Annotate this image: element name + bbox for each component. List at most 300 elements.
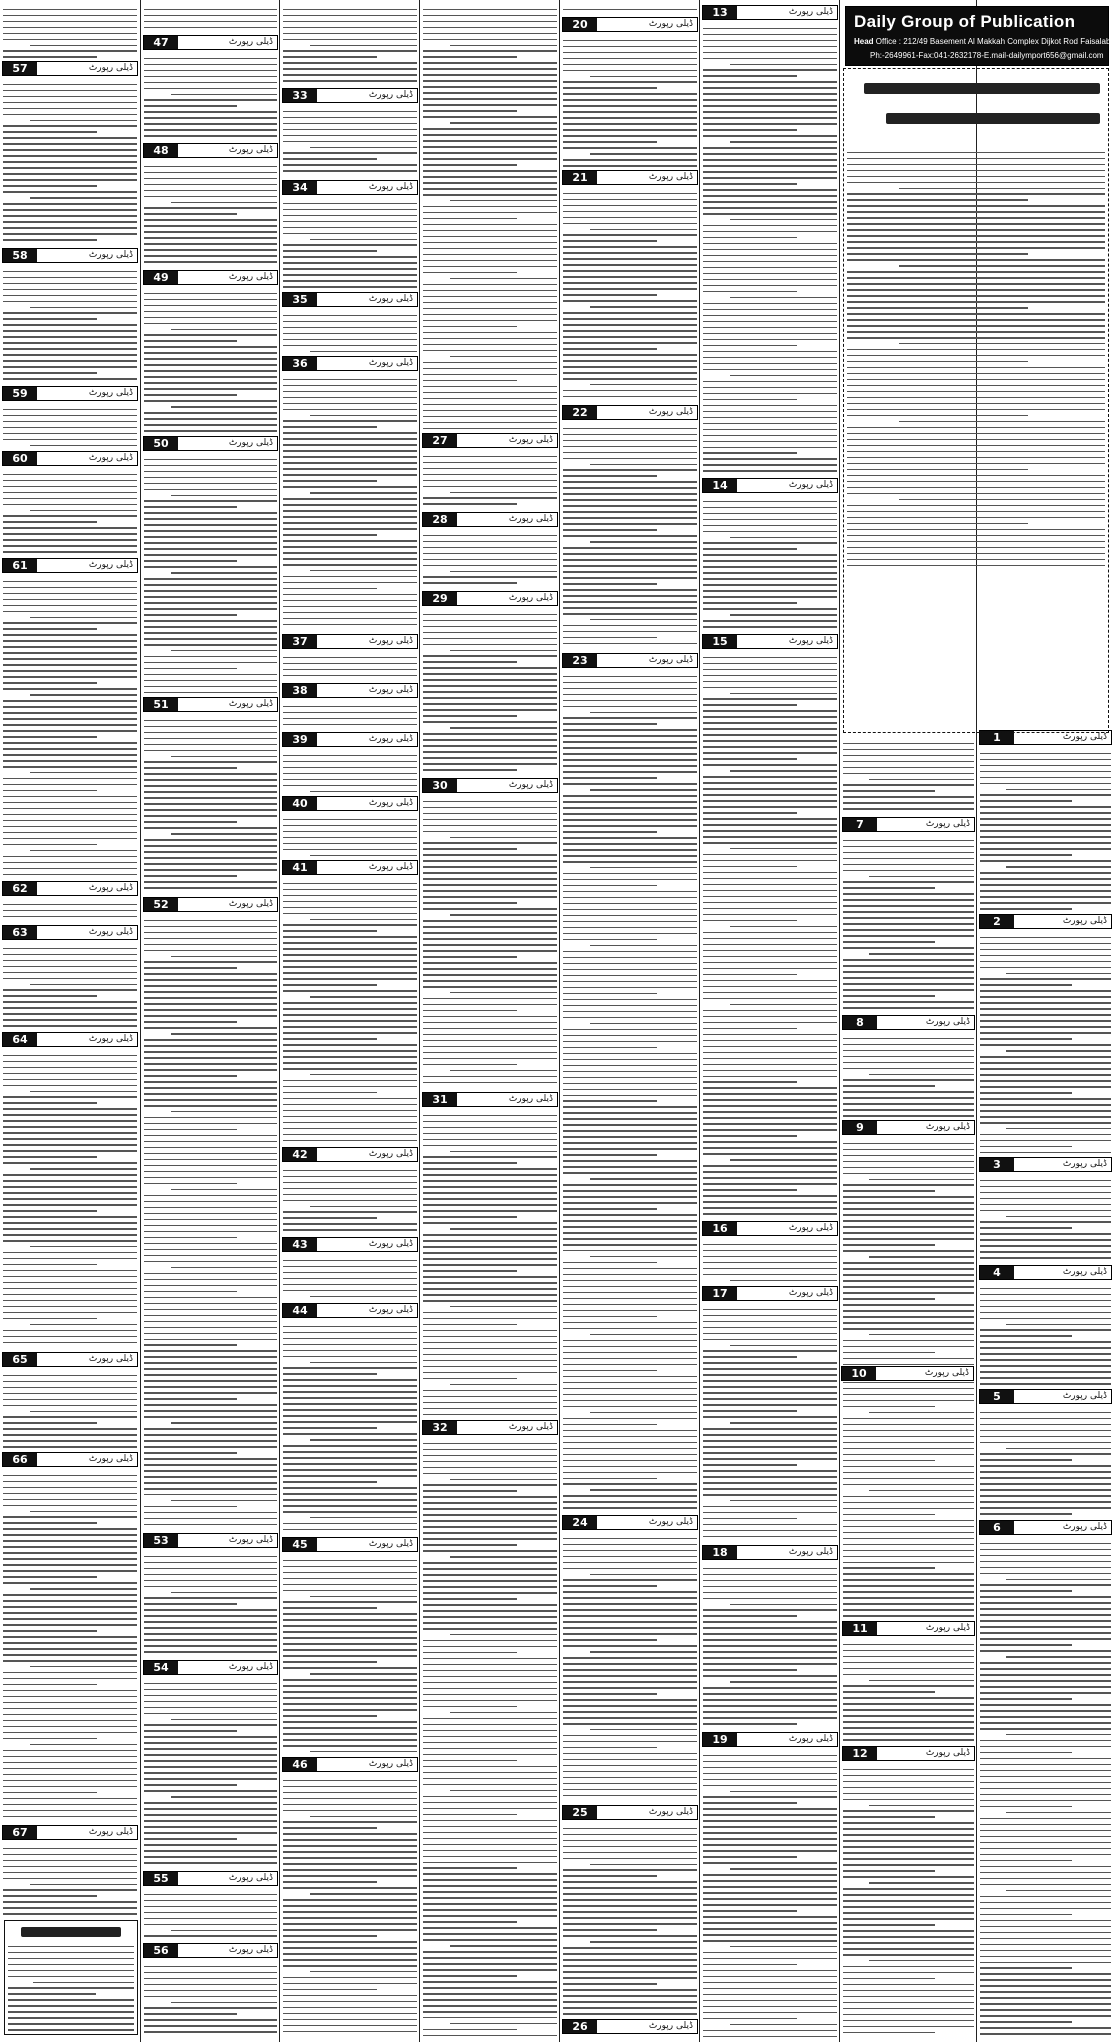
text-line [703, 237, 797, 238]
news-tag-number: 29 [423, 592, 457, 605]
text-line [843, 840, 974, 841]
text-line [703, 1213, 837, 1214]
text-line [423, 1730, 557, 1731]
text-line [423, 320, 557, 321]
text-line [144, 1159, 277, 1160]
text-line [703, 1428, 837, 1429]
text-line [843, 1430, 974, 1431]
text-line [144, 680, 277, 681]
text-line [144, 1832, 277, 1833]
text-line [843, 1068, 974, 1069]
text-line [563, 1142, 697, 1143]
text-line [843, 1822, 974, 1823]
text-line [3, 185, 97, 186]
text-line [423, 1796, 557, 1797]
text-line [980, 984, 1072, 985]
text-line [3, 173, 137, 174]
news-tag-31 [422, 1092, 558, 1107]
text-line [144, 979, 277, 980]
text-line [980, 1973, 1111, 1974]
text-line [843, 1990, 974, 1991]
text-line [847, 391, 1105, 392]
text-line [283, 1170, 417, 1171]
text-line [869, 1805, 974, 1806]
text-line [703, 165, 837, 166]
text-line [843, 1382, 974, 1383]
text-line [980, 1134, 1111, 1135]
text-line [843, 1573, 974, 1574]
text-line [30, 772, 137, 773]
article-text [703, 496, 837, 631]
lead-headline-line-2 [852, 113, 1100, 129]
text-line [3, 1487, 137, 1488]
news-tag-label: ڈیلی رپورٹ [508, 435, 553, 445]
text-line [283, 1619, 417, 1620]
text-line [563, 1699, 697, 1700]
text-line [843, 1810, 974, 1811]
text-line [310, 919, 417, 920]
text-line [703, 1892, 837, 1893]
text-line [423, 308, 557, 309]
text-line [423, 1742, 557, 1743]
text-line [283, 80, 417, 81]
text-line [3, 504, 137, 505]
text-line [423, 1706, 517, 1707]
text-line [843, 1721, 974, 1722]
text-line [730, 1004, 837, 1005]
news-tag-label: ڈیلی رپورٹ [1062, 732, 1107, 742]
text-line [283, 1590, 417, 1591]
text-line [3, 318, 97, 319]
text-line [3, 1300, 137, 1301]
text-line [563, 1905, 697, 1906]
text-line [310, 147, 417, 148]
text-line [423, 2017, 557, 2018]
text-line [563, 1184, 697, 1185]
text-line [703, 1934, 837, 1935]
text-line [3, 415, 137, 416]
text-line [3, 605, 137, 606]
text-line [843, 1115, 974, 1116]
news-tag-label: ڈیلی رپورٹ [88, 453, 133, 463]
text-line [171, 495, 277, 496]
text-line [144, 1996, 277, 1997]
text-line [703, 663, 837, 664]
text-line [563, 933, 697, 934]
text-line [423, 854, 557, 855]
text-line [980, 1104, 1111, 1105]
text-line [703, 69, 837, 70]
news-column-3 [699, 0, 840, 2042]
text-line [703, 980, 837, 981]
text-line [703, 123, 837, 124]
article-text [703, 1750, 837, 2038]
text-line [847, 307, 1028, 308]
text-line [563, 559, 697, 560]
text-line [980, 1944, 1111, 1945]
text-line [423, 1784, 557, 1785]
text-line [563, 1741, 697, 1742]
article-text [423, 1110, 557, 1417]
text-line [144, 1912, 277, 1913]
text-line [144, 1476, 277, 1477]
text-line [171, 1111, 277, 1112]
text-line [423, 1139, 557, 1140]
text-line [703, 740, 837, 741]
text-line [843, 1526, 974, 1527]
text-line [563, 2007, 697, 2008]
text-line [703, 1880, 837, 1881]
text-line [703, 1723, 797, 1724]
text-line [590, 306, 697, 307]
text-line [3, 736, 97, 737]
news-column-8 [0, 0, 140, 2042]
text-line [843, 1972, 974, 1973]
text-line [283, 1983, 417, 1984]
text-line [450, 1945, 557, 1946]
text-line [703, 1910, 797, 1911]
article-text [843, 1033, 974, 1117]
text-line [144, 1844, 277, 1845]
text-line [144, 674, 277, 675]
text-line [3, 1860, 137, 1861]
text-line [563, 1304, 697, 1305]
text-line [703, 147, 837, 148]
news-tag-number: 64 [3, 1033, 37, 1046]
text-line [283, 286, 417, 287]
text-line [563, 511, 697, 512]
text-line [703, 75, 797, 76]
text-line [703, 171, 837, 172]
text-line [144, 1990, 277, 1991]
text-line [3, 1684, 97, 1685]
text-line [423, 212, 557, 213]
text-line [703, 135, 837, 136]
news-tag-label: ڈیلی رپورٹ [788, 1547, 833, 1557]
text-line [847, 481, 1105, 482]
text-line [563, 1268, 697, 1269]
text-line [563, 1507, 697, 1508]
text-line [703, 1064, 837, 1065]
text-line [847, 451, 1105, 452]
text-line [980, 1866, 1111, 1867]
text-line [703, 1568, 837, 1569]
news-tag-label: ڈیلی رپورٹ [508, 1422, 553, 1432]
text-line [703, 81, 837, 82]
text-line [563, 205, 697, 206]
text-line [423, 474, 557, 475]
news-tag-number: 31 [423, 1093, 457, 1106]
text-line [563, 1130, 697, 1131]
text-line [563, 378, 697, 379]
text-line [980, 1704, 1111, 1705]
text-line [3, 480, 137, 481]
text-line [980, 1008, 1111, 1009]
text-line [563, 1759, 697, 1760]
news-tag-50 [143, 436, 278, 451]
text-line [144, 1440, 277, 1441]
text-line [843, 2026, 974, 2027]
text-line [703, 752, 837, 753]
text-line [563, 493, 697, 494]
text-line [980, 1014, 1111, 1015]
text-line [563, 1723, 697, 1724]
text-line [3, 348, 137, 349]
text-line [144, 1856, 277, 1857]
text-line [423, 1598, 517, 1599]
text-line [1006, 1579, 1111, 1580]
text-line [703, 830, 837, 831]
text-line [144, 785, 277, 786]
text-line [563, 1472, 697, 1473]
text-line [3, 1546, 137, 1547]
text-line [283, 1917, 417, 1918]
text-line [283, 901, 417, 902]
text-line [563, 891, 697, 892]
text-line [3, 1198, 137, 1199]
text-line [3, 233, 137, 234]
text-line [980, 1204, 1111, 1205]
text-line [283, 606, 417, 607]
text-line [423, 1336, 557, 1337]
text-line [563, 330, 697, 331]
article-text [3, 1370, 137, 1449]
text-line [144, 590, 277, 591]
text-line [843, 864, 974, 865]
text-line [283, 528, 417, 529]
text-line [843, 1858, 974, 1859]
text-line [869, 876, 974, 877]
text-line [703, 411, 837, 412]
article-text [843, 1764, 974, 2038]
text-line [283, 1601, 417, 1602]
text-line [980, 896, 1111, 897]
text-line [563, 282, 697, 283]
text-line [283, 540, 417, 541]
text-line [563, 270, 697, 271]
text-line [171, 833, 277, 834]
text-line [144, 1689, 277, 1690]
text-line [144, 135, 277, 136]
text-line [144, 1814, 277, 1815]
text-line [843, 1787, 974, 1788]
text-line [847, 176, 1105, 177]
text-line [843, 1484, 974, 1485]
text-line [869, 1074, 974, 1075]
text-line [283, 438, 417, 439]
text-line [283, 819, 417, 820]
news-tag-label: ڈیلی رپورٹ [1062, 916, 1107, 926]
text-line [703, 34, 837, 35]
news-tag-56 [143, 1943, 278, 1958]
text-line [283, 612, 417, 613]
text-line [563, 547, 697, 548]
text-line [703, 1705, 837, 1706]
text-line [980, 848, 1111, 849]
text-line [703, 1117, 837, 1118]
text-line [283, 15, 417, 16]
text-line [3, 874, 137, 875]
text-line [423, 1574, 557, 1575]
text-line [980, 1245, 1111, 1246]
text-line [283, 221, 417, 222]
text-line [144, 738, 277, 739]
text-line [703, 2036, 837, 2037]
text-line [703, 1374, 837, 1375]
news-tag-number: 30 [423, 779, 457, 792]
text-line [563, 1035, 697, 1036]
text-line [283, 1560, 417, 1561]
text-line [3, 1085, 137, 1086]
text-line [144, 1651, 277, 1652]
text-line [703, 1368, 837, 1369]
text-line [847, 259, 1105, 260]
text-line [423, 1348, 557, 1349]
text-line [563, 1603, 697, 1604]
text-line [980, 1221, 1111, 1222]
text-line [423, 380, 517, 381]
text-line [703, 1838, 837, 1839]
text-line [423, 164, 517, 165]
text-line [843, 1912, 974, 1913]
text-line [423, 1748, 557, 1749]
text-line [283, 1002, 417, 1003]
article-text [283, 1321, 417, 1534]
text-line [144, 1935, 277, 1936]
text-line [703, 608, 837, 609]
text-line [283, 327, 417, 328]
text-line [703, 1446, 837, 1447]
text-line [423, 638, 557, 639]
text-line [563, 577, 697, 578]
text-line [283, 1584, 417, 1585]
text-line [423, 404, 557, 405]
text-line [703, 351, 837, 352]
text-line [703, 992, 837, 993]
text-line [563, 1893, 697, 1894]
text-line [310, 1816, 417, 1817]
text-line [843, 1502, 974, 1503]
text-line [563, 70, 697, 71]
text-line [703, 1141, 837, 1142]
text-line [144, 1243, 277, 1244]
text-line [843, 1184, 974, 1185]
text-line [980, 830, 1111, 831]
text-line [171, 756, 277, 757]
text-line [144, 1404, 277, 1405]
text-line [563, 366, 697, 367]
text-line [283, 1445, 417, 1446]
text-line [144, 920, 277, 921]
text-line [703, 28, 837, 29]
text-line [283, 761, 417, 762]
text-line [423, 338, 557, 339]
text-line [423, 1550, 557, 1551]
text-line [144, 1201, 277, 1202]
text-line [3, 1440, 137, 1441]
text-line [843, 1978, 935, 1979]
text-line [3, 1660, 137, 1661]
article-text [144, 288, 277, 433]
news-tag-number: 7 [843, 818, 877, 831]
news-tag-number: 42 [283, 1148, 317, 1161]
text-line [843, 959, 974, 960]
text-line [3, 593, 137, 594]
text-line [847, 415, 1028, 416]
text-line [144, 881, 277, 882]
text-line [283, 379, 417, 380]
text-line [30, 1246, 137, 1247]
text-line [899, 343, 1105, 344]
text-line [283, 1739, 417, 1740]
text-line [3, 1186, 137, 1187]
text-line [283, 724, 417, 725]
news-tag-41 [282, 860, 418, 875]
news-tag-number: 4 [980, 1266, 1014, 1279]
text-line [703, 560, 837, 561]
text-line [703, 2012, 837, 2013]
text-line [563, 631, 697, 632]
text-line [283, 1923, 417, 1924]
text-line [703, 531, 837, 532]
text-line [423, 1592, 557, 1593]
text-line [3, 50, 137, 51]
text-line [283, 68, 417, 69]
text-line [310, 996, 417, 997]
text-line [423, 825, 557, 826]
text-line [3, 1150, 137, 1151]
news-tag-9 [842, 1120, 975, 1135]
text-line [843, 1173, 974, 1174]
news-tag-label: ڈیلی رپورٹ [368, 798, 413, 808]
text-line [144, 358, 277, 359]
text-line [980, 884, 1111, 885]
text-line [144, 1512, 277, 1513]
text-line [563, 753, 697, 754]
text-line [3, 1726, 137, 1727]
text-line [563, 1917, 697, 1918]
news-tag-2 [979, 914, 1112, 929]
text-line [703, 1524, 837, 1525]
text-line [703, 1693, 837, 1694]
text-line [3, 1878, 137, 1879]
news-tag-25 [562, 1805, 698, 1820]
article-text [3, 4, 137, 58]
text-line [563, 1011, 697, 1012]
text-line [3, 1192, 137, 1193]
text-line [144, 471, 277, 472]
news-tag-37 [282, 634, 418, 649]
text-line [450, 492, 557, 493]
text-line [423, 1016, 557, 1017]
text-line [843, 1161, 974, 1162]
text-line [980, 1341, 1111, 1342]
text-line [423, 1562, 557, 1563]
text-line [3, 342, 137, 343]
text-line [703, 1458, 837, 1459]
text-line [563, 342, 697, 343]
text-line [843, 905, 974, 906]
text-line [144, 632, 277, 633]
text-line [423, 938, 557, 939]
text-line [423, 872, 557, 873]
text-line [3, 1872, 137, 1873]
text-line [283, 534, 377, 535]
text-line [843, 1268, 974, 1269]
text-line [703, 1250, 837, 1251]
text-line [423, 503, 517, 504]
text-line [847, 277, 1105, 278]
